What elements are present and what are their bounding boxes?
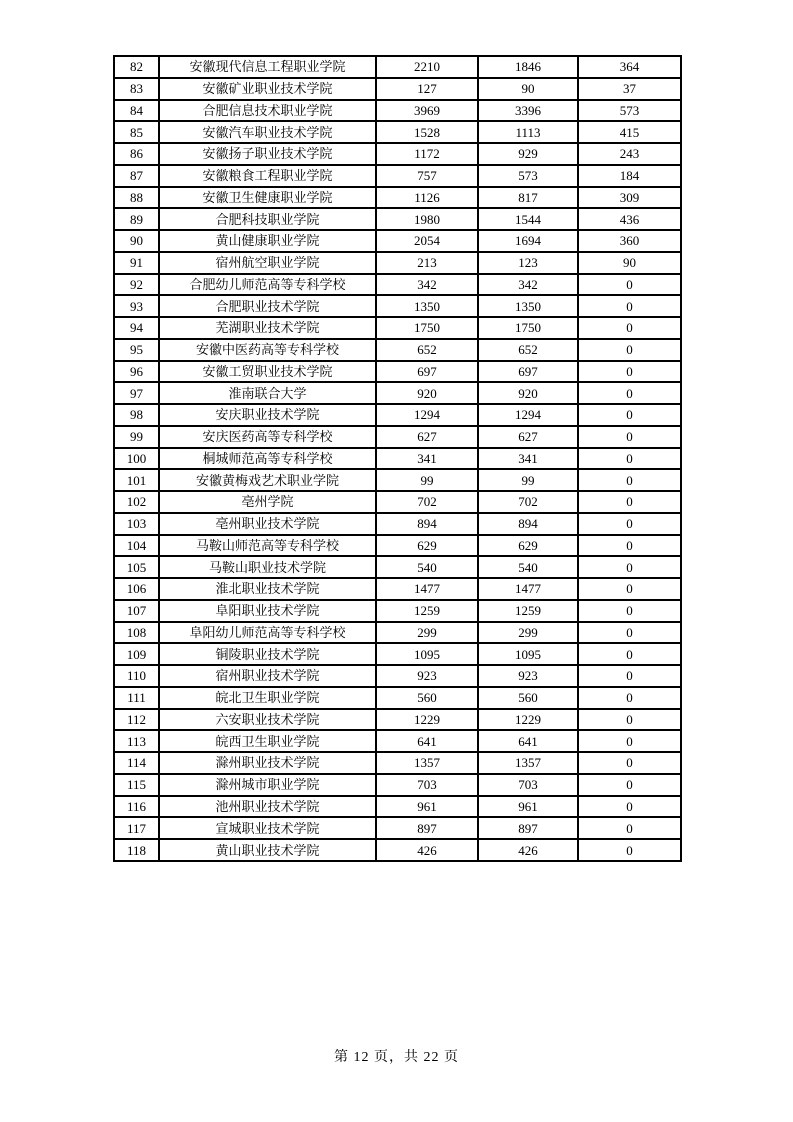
- row-number-cell: 112: [114, 709, 159, 731]
- value-cell-1: 2054: [376, 230, 478, 252]
- school-name-cell: 宣城职业技术学院: [159, 817, 376, 839]
- value-cell-3: 415: [578, 121, 681, 143]
- value-cell-3: 0: [578, 448, 681, 470]
- table-row: [114, 426, 681, 448]
- value-cell-3: 243: [578, 143, 681, 165]
- value-cell-3: 0: [578, 469, 681, 491]
- school-name-cell: 安徽工贸职业技术学院: [159, 361, 376, 383]
- value-cell-1: 1980: [376, 208, 478, 230]
- value-cell-3: 0: [578, 709, 681, 731]
- value-cell-1: 703: [376, 774, 478, 796]
- row-number-cell: 95: [114, 339, 159, 361]
- value-cell-1: 213: [376, 252, 478, 274]
- value-cell-3: 0: [578, 796, 681, 818]
- value-cell-2: 897: [478, 817, 578, 839]
- table-row: [114, 622, 681, 644]
- row-number-cell: 89: [114, 208, 159, 230]
- row-number-cell: 107: [114, 600, 159, 622]
- school-name-cell: 合肥信息技术职业学院: [159, 100, 376, 122]
- school-name-cell: 滁州职业技术学院: [159, 752, 376, 774]
- value-cell-2: 703: [478, 774, 578, 796]
- school-name-cell: 亳州职业技术学院: [159, 513, 376, 535]
- value-cell-3: 0: [578, 774, 681, 796]
- value-cell-1: 3969: [376, 100, 478, 122]
- school-name-cell: 安徽扬子职业技术学院: [159, 143, 376, 165]
- value-cell-2: 1544: [478, 208, 578, 230]
- row-number-cell: 104: [114, 535, 159, 557]
- school-name-cell: 安徽矿业职业技术学院: [159, 78, 376, 100]
- value-cell-1: 1528: [376, 121, 478, 143]
- value-cell-2: 573: [478, 165, 578, 187]
- row-number-cell: 88: [114, 187, 159, 209]
- value-cell-2: 920: [478, 382, 578, 404]
- school-name-cell: 皖西卫生职业学院: [159, 730, 376, 752]
- value-cell-2: 894: [478, 513, 578, 535]
- table-row: [114, 643, 681, 665]
- value-cell-3: 0: [578, 643, 681, 665]
- value-cell-2: 90: [478, 78, 578, 100]
- value-cell-2: 697: [478, 361, 578, 383]
- value-cell-3: 0: [578, 339, 681, 361]
- school-name-cell: 滁州城市职业学院: [159, 774, 376, 796]
- row-number-cell: 110: [114, 665, 159, 687]
- value-cell-3: 0: [578, 361, 681, 383]
- value-cell-2: 1846: [478, 56, 578, 78]
- value-cell-3: 0: [578, 535, 681, 557]
- row-number-cell: 96: [114, 361, 159, 383]
- table-row: [114, 121, 681, 143]
- table-row: [114, 230, 681, 252]
- value-cell-1: 2210: [376, 56, 478, 78]
- value-cell-3: 0: [578, 622, 681, 644]
- table-row: [114, 535, 681, 557]
- table-row: [114, 687, 681, 709]
- row-number-cell: 115: [114, 774, 159, 796]
- row-number-cell: 117: [114, 817, 159, 839]
- value-cell-2: 1229: [478, 709, 578, 731]
- value-cell-1: 1259: [376, 600, 478, 622]
- value-cell-3: 364: [578, 56, 681, 78]
- table-row: [114, 295, 681, 317]
- value-cell-1: 299: [376, 622, 478, 644]
- value-cell-2: 426: [478, 839, 578, 861]
- school-name-cell: 安徽卫生健康职业学院: [159, 187, 376, 209]
- value-cell-3: 0: [578, 426, 681, 448]
- table-row: [114, 404, 681, 426]
- value-cell-2: 929: [478, 143, 578, 165]
- table-row: [114, 448, 681, 470]
- value-cell-2: 1694: [478, 230, 578, 252]
- value-cell-2: 123: [478, 252, 578, 274]
- value-cell-2: 540: [478, 556, 578, 578]
- school-name-cell: 黄山职业技术学院: [159, 839, 376, 861]
- table-row: [114, 513, 681, 535]
- table-row: [114, 491, 681, 513]
- value-cell-3: 90: [578, 252, 681, 274]
- school-name-cell: 黄山健康职业学院: [159, 230, 376, 252]
- school-name-cell: 安庆医药高等专科学校: [159, 426, 376, 448]
- table-row: [114, 78, 681, 100]
- table-row: [114, 665, 681, 687]
- row-number-cell: 109: [114, 643, 159, 665]
- school-name-cell: 池州职业技术学院: [159, 796, 376, 818]
- value-cell-2: 652: [478, 339, 578, 361]
- table-row: [114, 600, 681, 622]
- school-name-cell: 合肥科技职业学院: [159, 208, 376, 230]
- college-enrollment-table: [113, 55, 682, 862]
- value-cell-1: 1172: [376, 143, 478, 165]
- row-number-cell: 103: [114, 513, 159, 535]
- row-number-cell: 83: [114, 78, 159, 100]
- value-cell-3: 37: [578, 78, 681, 100]
- school-name-cell: 安徽粮食工程职业学院: [159, 165, 376, 187]
- value-cell-2: 3396: [478, 100, 578, 122]
- table-body: [114, 56, 681, 861]
- value-cell-1: 127: [376, 78, 478, 100]
- school-name-cell: 马鞍山师范高等专科学校: [159, 535, 376, 557]
- school-name-cell: 合肥职业技术学院: [159, 295, 376, 317]
- row-number-cell: 82: [114, 56, 159, 78]
- school-name-cell: 淮南联合大学: [159, 382, 376, 404]
- value-cell-2: 1294: [478, 404, 578, 426]
- table-row: [114, 208, 681, 230]
- school-name-cell: 铜陵职业技术学院: [159, 643, 376, 665]
- value-cell-3: 0: [578, 295, 681, 317]
- row-number-cell: 99: [114, 426, 159, 448]
- value-cell-2: 1259: [478, 600, 578, 622]
- table-row: [114, 187, 681, 209]
- table-row: [114, 252, 681, 274]
- value-cell-3: 573: [578, 100, 681, 122]
- table-row: [114, 556, 681, 578]
- page-footer: [0, 1046, 793, 1066]
- value-cell-1: 629: [376, 535, 478, 557]
- row-number-cell: 87: [114, 165, 159, 187]
- value-cell-2: 641: [478, 730, 578, 752]
- value-cell-2: 627: [478, 426, 578, 448]
- school-name-cell: 阜阳职业技术学院: [159, 600, 376, 622]
- value-cell-1: 1126: [376, 187, 478, 209]
- value-cell-3: 0: [578, 730, 681, 752]
- row-number-cell: 90: [114, 230, 159, 252]
- value-cell-3: 0: [578, 382, 681, 404]
- value-cell-1: 702: [376, 491, 478, 513]
- value-cell-2: 961: [478, 796, 578, 818]
- value-cell-1: 1294: [376, 404, 478, 426]
- table-row: [114, 839, 681, 861]
- page-number-text: 第 12 页，共 22 页: [334, 1050, 459, 1065]
- school-name-cell: 六安职业技术学院: [159, 709, 376, 731]
- row-number-cell: 86: [114, 143, 159, 165]
- school-name-cell: 马鞍山职业技术学院: [159, 556, 376, 578]
- row-number-cell: 97: [114, 382, 159, 404]
- table-row: [114, 361, 681, 383]
- value-cell-2: 299: [478, 622, 578, 644]
- school-name-cell: 芜湖职业技术学院: [159, 317, 376, 339]
- table-row: [114, 578, 681, 600]
- row-number-cell: 84: [114, 100, 159, 122]
- school-name-cell: 亳州学院: [159, 491, 376, 513]
- value-cell-1: 641: [376, 730, 478, 752]
- value-cell-3: 0: [578, 274, 681, 296]
- value-cell-1: 426: [376, 839, 478, 861]
- value-cell-1: 923: [376, 665, 478, 687]
- school-name-cell: 宿州航空职业学院: [159, 252, 376, 274]
- value-cell-1: 757: [376, 165, 478, 187]
- value-cell-2: 342: [478, 274, 578, 296]
- table-row: [114, 752, 681, 774]
- value-cell-3: 0: [578, 839, 681, 861]
- value-cell-2: 1095: [478, 643, 578, 665]
- value-cell-2: 341: [478, 448, 578, 470]
- value-cell-2: 923: [478, 665, 578, 687]
- value-cell-1: 697: [376, 361, 478, 383]
- value-cell-2: 1750: [478, 317, 578, 339]
- value-cell-2: 1350: [478, 295, 578, 317]
- table-row: [114, 469, 681, 491]
- table-row: [114, 382, 681, 404]
- row-number-cell: 91: [114, 252, 159, 274]
- value-cell-3: 0: [578, 752, 681, 774]
- table-row: [114, 817, 681, 839]
- value-cell-3: 0: [578, 491, 681, 513]
- value-cell-1: 1350: [376, 295, 478, 317]
- school-name-cell: 皖北卫生职业学院: [159, 687, 376, 709]
- table-row: [114, 774, 681, 796]
- value-cell-1: 627: [376, 426, 478, 448]
- value-cell-3: 0: [578, 317, 681, 339]
- table-row: [114, 730, 681, 752]
- value-cell-1: 540: [376, 556, 478, 578]
- table-row: [114, 339, 681, 361]
- value-cell-1: 961: [376, 796, 478, 818]
- table-row: [114, 143, 681, 165]
- school-name-cell: 安徽汽车职业技术学院: [159, 121, 376, 143]
- row-number-cell: 113: [114, 730, 159, 752]
- row-number-cell: 98: [114, 404, 159, 426]
- school-name-cell: 安徽现代信息工程职业学院: [159, 56, 376, 78]
- value-cell-3: 0: [578, 687, 681, 709]
- value-cell-2: 1113: [478, 121, 578, 143]
- value-cell-3: 0: [578, 513, 681, 535]
- table-row: [114, 317, 681, 339]
- value-cell-3: 0: [578, 556, 681, 578]
- row-number-cell: 118: [114, 839, 159, 861]
- row-number-cell: 100: [114, 448, 159, 470]
- value-cell-1: 652: [376, 339, 478, 361]
- table-row: [114, 709, 681, 731]
- value-cell-3: 0: [578, 578, 681, 600]
- value-cell-3: 0: [578, 404, 681, 426]
- value-cell-3: 309: [578, 187, 681, 209]
- row-number-cell: 101: [114, 469, 159, 491]
- value-cell-2: 560: [478, 687, 578, 709]
- row-number-cell: 105: [114, 556, 159, 578]
- school-name-cell: 安庆职业技术学院: [159, 404, 376, 426]
- table-row: [114, 165, 681, 187]
- row-number-cell: 92: [114, 274, 159, 296]
- value-cell-2: 1357: [478, 752, 578, 774]
- row-number-cell: 94: [114, 317, 159, 339]
- row-number-cell: 114: [114, 752, 159, 774]
- row-number-cell: 102: [114, 491, 159, 513]
- value-cell-1: 341: [376, 448, 478, 470]
- school-name-cell: 宿州职业技术学院: [159, 665, 376, 687]
- table-row: [114, 100, 681, 122]
- value-cell-3: 436: [578, 208, 681, 230]
- value-cell-1: 342: [376, 274, 478, 296]
- value-cell-2: 99: [478, 469, 578, 491]
- value-cell-3: 0: [578, 817, 681, 839]
- value-cell-1: 1477: [376, 578, 478, 600]
- school-name-cell: 安徽中医药高等专科学校: [159, 339, 376, 361]
- school-name-cell: 阜阳幼儿师范高等专科学校: [159, 622, 376, 644]
- value-cell-1: 897: [376, 817, 478, 839]
- school-name-cell: 安徽黄梅戏艺术职业学院: [159, 469, 376, 491]
- value-cell-1: 1357: [376, 752, 478, 774]
- school-name-cell: 合肥幼儿师范高等专科学校: [159, 274, 376, 296]
- value-cell-1: 1229: [376, 709, 478, 731]
- value-cell-1: 1095: [376, 643, 478, 665]
- table-row: [114, 56, 681, 78]
- value-cell-3: 0: [578, 665, 681, 687]
- value-cell-1: 99: [376, 469, 478, 491]
- value-cell-2: 817: [478, 187, 578, 209]
- school-name-cell: 淮北职业技术学院: [159, 578, 376, 600]
- row-number-cell: 116: [114, 796, 159, 818]
- school-name-cell: 桐城师范高等专科学校: [159, 448, 376, 470]
- row-number-cell: 93: [114, 295, 159, 317]
- value-cell-2: 702: [478, 491, 578, 513]
- value-cell-1: 560: [376, 687, 478, 709]
- row-number-cell: 85: [114, 121, 159, 143]
- table-row: [114, 796, 681, 818]
- table-row: [114, 274, 681, 296]
- value-cell-1: 920: [376, 382, 478, 404]
- row-number-cell: 108: [114, 622, 159, 644]
- row-number-cell: 106: [114, 578, 159, 600]
- row-number-cell: 111: [114, 687, 159, 709]
- value-cell-1: 894: [376, 513, 478, 535]
- value-cell-3: 0: [578, 600, 681, 622]
- value-cell-2: 629: [478, 535, 578, 557]
- value-cell-3: 360: [578, 230, 681, 252]
- value-cell-1: 1750: [376, 317, 478, 339]
- value-cell-3: 184: [578, 165, 681, 187]
- value-cell-2: 1477: [478, 578, 578, 600]
